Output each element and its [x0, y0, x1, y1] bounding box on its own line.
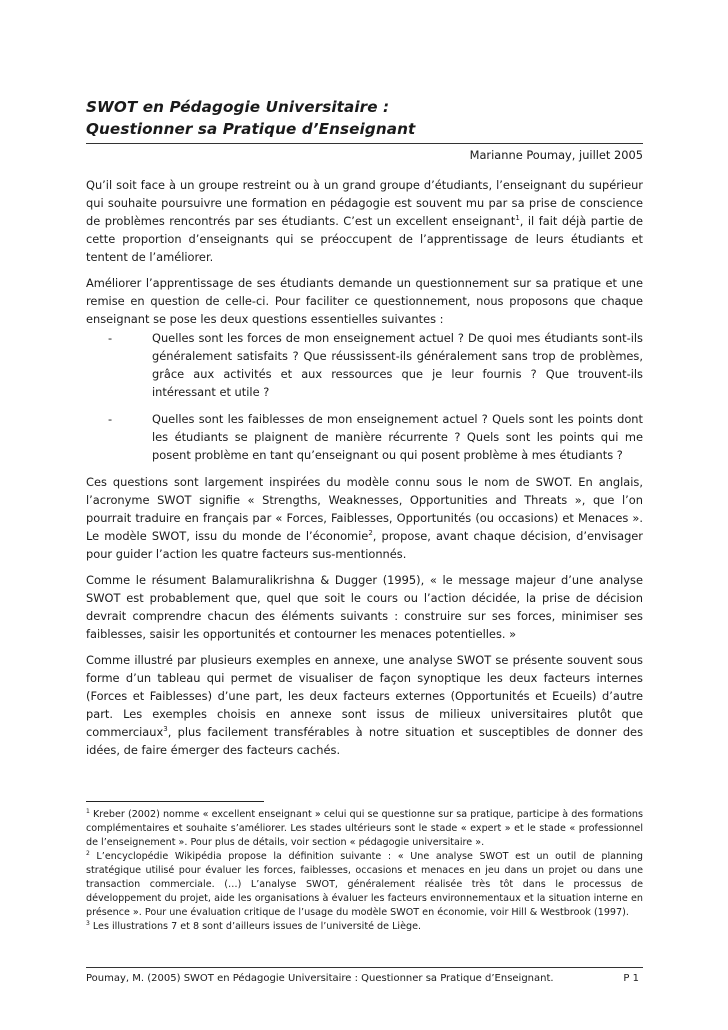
list-item-text: Quelles sont les faiblesses de mon enseignement actuel ? Quels sont les points dont les étudiants se plaignent de manière récurrente ? Quels sont les points qui me posent problème en tant qu’enseignant ou qui posent problème à mes étudiants ? [152, 412, 643, 462]
footnote-ref-2: 2 [368, 529, 373, 537]
paragraph-1-text: Qu’il soit face à un groupe restreint ou à un grand groupe d’étudiants, l’enseignant du supérieur qui souhaite poursuivre une formation en pédagogie est souvent mu par sa prise de conscience de problèmes rencontrés par ses étudiants. C’est un excellent enseignant [86, 178, 643, 228]
footnote-3 [86, 920, 643, 934]
footnote-text: Kreber (2002) nomme « excellent enseignant » celui qui se questionne sur sa pratique, participe à des formations complémentaires et souhaite s’améliorer. Les stades ultérieurs sont le stade « expert » et le stade « professionnel de l’enseignement ». Pour plus de détails, voir section « pédagogie universitaire ». [86, 809, 643, 848]
title-line-2: Questionner sa Pratique d’Enseignant [86, 120, 416, 138]
footnote-text: L’encyclopédie Wikipédia propose la définition suivante : « Une analyse SWOT est un outil de planning stratégique utilisé pour évaluer les forces, faiblesses, occasions et menaces en jeu dans un projet ou dans une transaction commerciale. (…) L’analyse SWOT, généralement réalisée très tôt dans le processus de développement du projet, aide les organisations à évaluer les facteurs environnementaux et la situation interne en présence ». Pour une évaluation critique de l’usage du modèle SWOT en économie, voir Hill & Westbrook (1997). [86, 851, 643, 918]
paragraph-4: Comme le résument Balamuralikrishna & Dugger (1995), « le message majeur d’une analyse SWOT est probablement que, quel que soit le cours ou l’action décidée, la prise de décision devrait comprendre chacun des éléments suivants : construire sur ses forces, minimiser ses faiblesses, saisir les opportunités et contourner les menaces potentielles. » [86, 573, 643, 641]
list-item-text: Quelles sont les forces de mon enseignement actuel ? De quoi mes étudiants sont-ils généralement satisfaits ? Que réussissent-ils généralement sans trop de problèmes, grâce aux activités et aux ressources que je leur fournis ? Que trouvent-ils intéressant et utile ? [152, 331, 643, 399]
author-date: Marianne Poumay, juillet 2005 [469, 148, 643, 162]
page-footer [86, 972, 643, 986]
paragraph-1 [86, 163, 643, 266]
footnote-ref-1: 1 [515, 214, 520, 222]
paragraph-2: Améliorer l’apprentissage de ses étudiants demande un questionnement sur sa pratique et une remise en question de celle-ci. Pour faciliter ce questionnement, nous proposons que chaque enseignant se pose les deux questions essentielles suivantes : [86, 276, 643, 326]
bullet-dash: - [108, 412, 113, 426]
footnote-separator [86, 801, 264, 802]
footnote-2 [86, 850, 643, 920]
paragraph-5-text: Comme illustré par plusieurs exemples en annexe, une analyse SWOT se présente souvent sous forme d’un tableau qui permet de visualiser de façon synoptique les deux facteurs internes (Forces et Faiblesses) d’une part, les deux facteurs externes (Opportunités et Ecueils) d’autre part. Les exemples choisis en annexe sont issus de milieux universitaires plutôt que commerciaux [86, 653, 643, 739]
title-divider [86, 143, 643, 144]
footnote-ref-3: 3 [163, 725, 168, 733]
footer-divider [86, 967, 643, 968]
paragraph-3 [86, 473, 643, 563]
paragraph-3-text-cont: , propose, avant chaque décision, d’envisager pour guider l’action les quatre facteurs sus-mentionnés. [86, 529, 643, 561]
footnote-number: 1 [86, 808, 90, 815]
footnote-text: Les illustrations 7 et 8 sont d’ailleurs issues de l’université de Liège. [89, 921, 422, 932]
footer-citation: Poumay, M. (2005) SWOT en Pédagogie Universitaire : Questionner sa Pratique d’Enseignant. [86, 973, 554, 984]
footnotes [86, 808, 643, 934]
list-item [86, 410, 643, 464]
footnote-number: 3 [86, 920, 90, 927]
footnote-1 [86, 808, 643, 850]
question-list [86, 328, 643, 464]
paragraph-5 [86, 643, 643, 759]
paragraph-1-text-cont: , il fait déjà partie de cette proportion d’enseignants qui se préoccupent de l’apprentissage de leurs étudiants et tentent de l’améliorer. [86, 214, 643, 264]
bullet-dash: - [108, 331, 113, 345]
document-title [86, 96, 643, 140]
footnote-number: 2 [86, 850, 90, 857]
document-body [86, 96, 643, 759]
paragraph-3-text: Ces questions sont largement inspirées du modèle connu sous le nom de SWOT. En anglais, l’acronyme SWOT signifie « Strengths, Weaknesses, Opportunities and Threats », que l’on pourrait traduire en français par « Forces, Faiblesses, Opportunités (ou occasions) et Menaces ». Le modèle SWOT, issu du monde de l’économie [86, 475, 643, 543]
paragraph-5-text-cont: , plus facilement transférables à notre situation et susceptibles de donner des idées, de faire émerger des facteurs cachés. [86, 725, 643, 757]
title-line-1: SWOT en Pédagogie Universitaire : [86, 98, 390, 116]
list-item [86, 329, 643, 401]
page-number: P 1 [623, 973, 639, 984]
